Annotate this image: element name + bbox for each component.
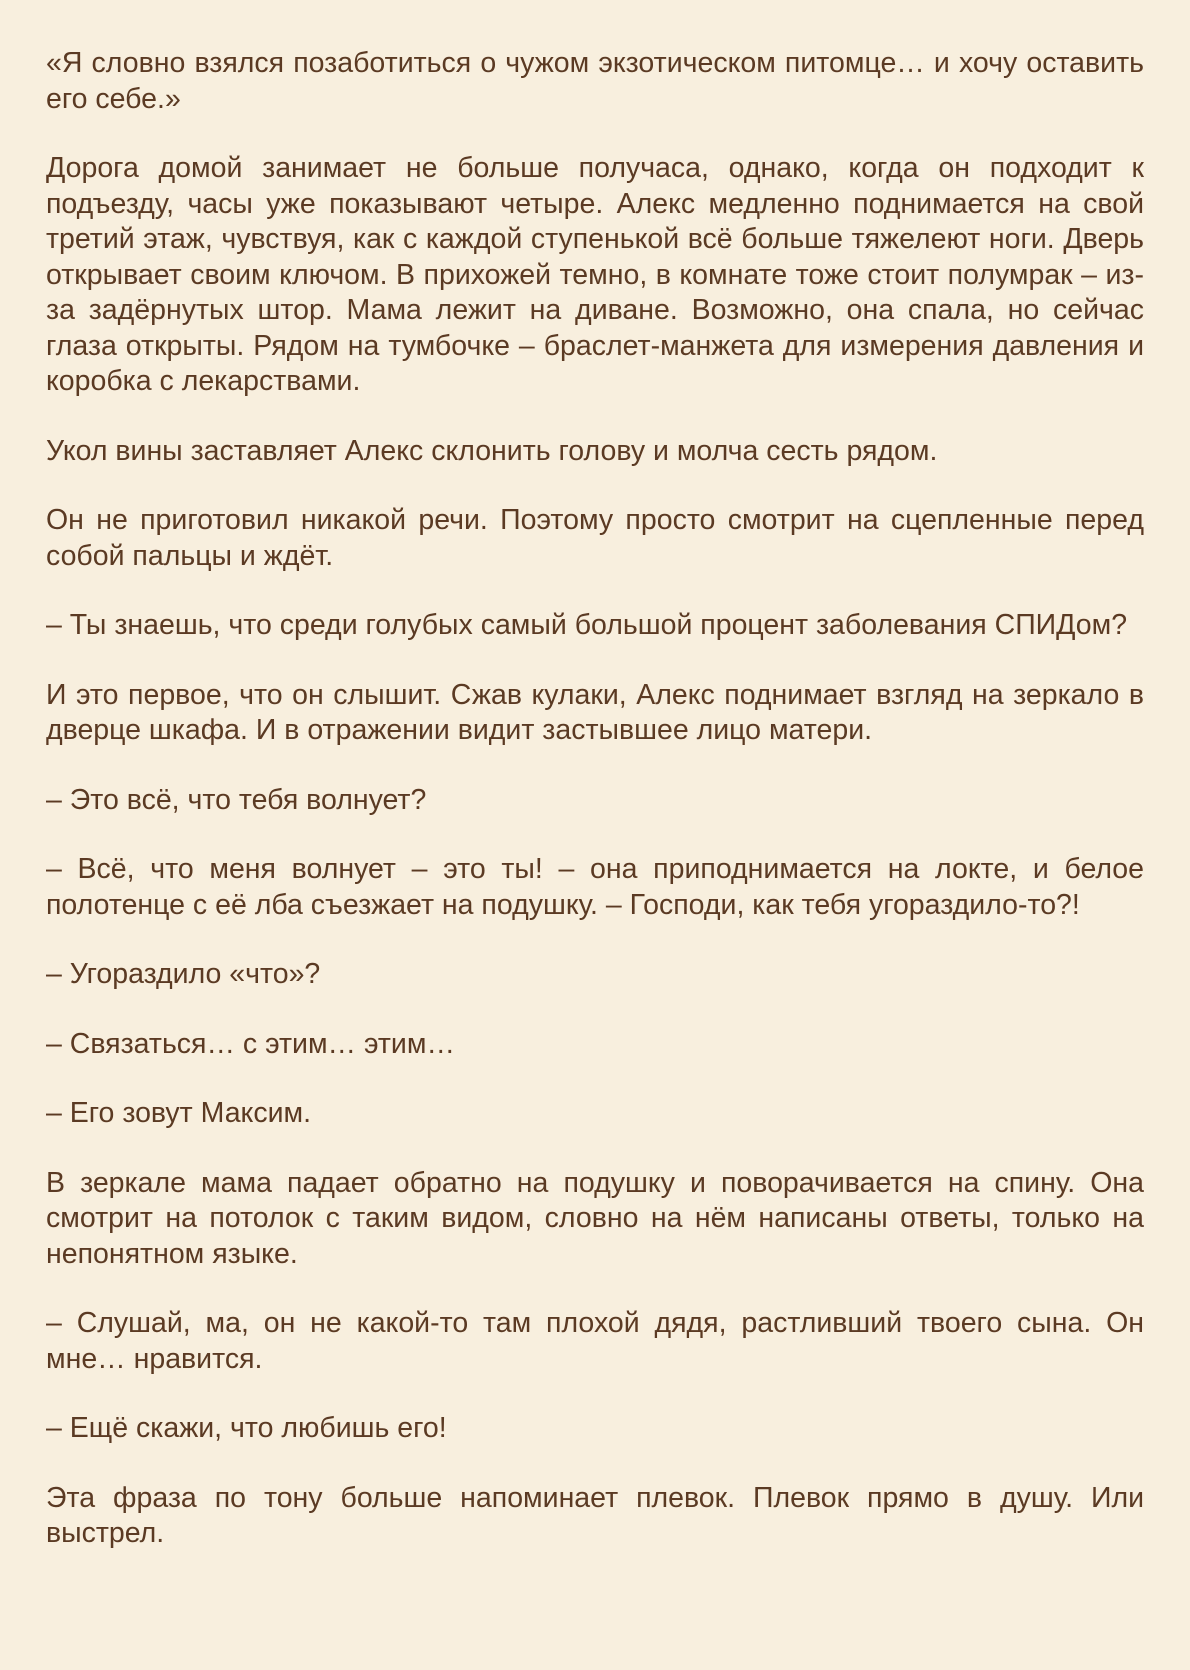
paragraph: «Я словно взялся позаботиться о чужом экзотическом питомце… и хочу оставить его себе.»: [46, 47, 1144, 115]
paragraph: – Это всё, что тебя волнует?: [46, 783, 427, 816]
paragraph: Укол вины заставляет Алекс склонить голову и молча сесть рядом.: [46, 434, 938, 467]
paragraph: – Ещё скажи, что любишь его!: [46, 1412, 447, 1444]
paragraph: – Ты знаешь, что среди голубых самый большой процент заболевания СПИДом?: [46, 609, 1128, 641]
paragraph: – Слушай, ма, он не какой-то там плохой дядя, растливший твоего сына. Он мне… нравится.: [46, 1307, 1144, 1375]
paragraph: Эта фраза по тону больше напоминает плевок. Плевок прямо в душу. Или выстрел.: [46, 1481, 1144, 1549]
paragraph: Он не приготовил никакой речи. Поэтому просто смотрит на сцепленные перед собой пальцы и ждёт.: [46, 504, 1144, 572]
paragraph: – Всё, что меня волнует – это ты! – она приподнимается на локте, и белое полотенце с её лба съезжает на подушку. – Господи, как тебя угораздило-то?!: [46, 853, 1144, 921]
paragraph: И это первое, что он слышит. Сжав кулаки, Алекс поднимает взгляд на зеркало в дверце шкафа. И в отражении видит застывшее лицо матери.: [46, 678, 1144, 746]
paragraph: – Связаться… с этим… этим…: [46, 1027, 455, 1060]
paragraph: В зеркале мама падает обратно на подушку и поворачивается на спину. Она смотрит на потолок с таким видом, словно на нём написаны ответы, только на непонятном языке.: [46, 1166, 1144, 1270]
paragraph: Дорога домой занимает не больше получаса, однако, когда он подходит к подъезду, часы уже показывают четыре. Алекс медленно поднимается на свой третий этаж, чувствуя, как с каждой ступенькой всё больше тяжелеют ноги. Дверь открывает своим ключом. В прихожей темно, в комнате тоже стоит полумрак – из-за задёрнутых штор. Мама лежит на диване. Возможно, она спала, но сейчас глаза открыты. Рядом на тумбочке – браслет-манжета для измерения давления и коробка с лекарствами.: [46, 152, 1144, 397]
paragraph: – Угораздило «что»?: [46, 958, 321, 990]
paragraph: – Его зовут Максим.: [46, 1097, 312, 1129]
